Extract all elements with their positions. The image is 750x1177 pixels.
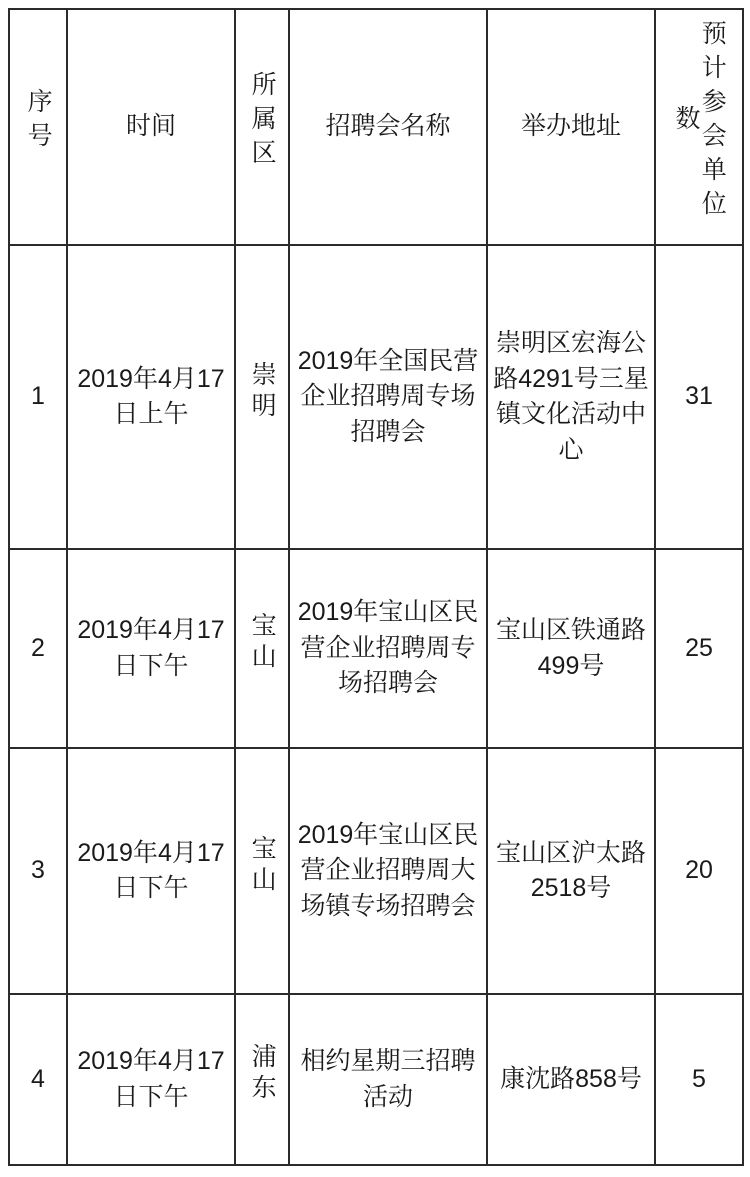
table-row (9, 549, 743, 748)
cell-count: 31 (655, 245, 743, 549)
header-label-time: 时间 (125, 112, 176, 141)
table-row (9, 748, 743, 994)
header-cell-address (487, 9, 655, 245)
cell-time: 2019年4月17日上午 (67, 245, 235, 549)
table-row (9, 245, 743, 549)
cell-address: 崇明区宏海公路4291号三星镇文化活动中心 (487, 245, 655, 549)
header-label-count: 预计参会单位数 (672, 19, 727, 224)
cell-count: 25 (655, 549, 743, 748)
cell-seq: 1 (9, 245, 67, 549)
cell-time: 2019年4月17日下午 (67, 994, 235, 1165)
cell-district (235, 994, 289, 1165)
cell-seq: 4 (9, 994, 67, 1165)
header-label-district: 所属区 (248, 70, 277, 173)
cell-name: 2019年全国民营企业招聘周专场招聘会 (289, 245, 487, 549)
cell-count: 20 (655, 748, 743, 994)
table-row (9, 994, 743, 1165)
table-header (9, 9, 743, 245)
cell-district-label: 崇明 (248, 360, 277, 423)
cell-address: 宝山区铁通路499号 (487, 549, 655, 748)
table-body (9, 245, 743, 1165)
header-cell-count (655, 9, 743, 245)
cell-address: 宝山区沪太路2518号 (487, 748, 655, 994)
cell-time: 2019年4月17日下午 (67, 549, 235, 748)
cell-name: 相约星期三招聘活动 (289, 994, 487, 1165)
header-row (9, 9, 743, 245)
cell-district-label: 宝山 (248, 612, 277, 675)
cell-seq: 2 (9, 549, 67, 748)
cell-district-label: 宝山 (248, 834, 277, 897)
cell-district (235, 748, 289, 994)
cell-name: 2019年宝山区民营企业招聘周大场镇专场招聘会 (289, 748, 487, 994)
header-label-address: 举办地址 (520, 112, 621, 141)
header-cell-seq (9, 9, 67, 245)
cell-address: 康沈路858号 (487, 994, 655, 1165)
cell-district (235, 549, 289, 748)
cell-time: 2019年4月17日下午 (67, 748, 235, 994)
header-cell-time (67, 9, 235, 245)
cell-district (235, 245, 289, 549)
header-cell-district (235, 9, 289, 245)
cell-count: 5 (655, 994, 743, 1165)
header-label-seq: 序号 (24, 87, 53, 156)
header-label-name: 招聘会名称 (325, 112, 451, 141)
recruitment-fair-table (8, 8, 744, 1166)
cell-district-label: 浦东 (248, 1043, 277, 1106)
cell-seq: 3 (9, 748, 67, 994)
header-cell-name (289, 9, 487, 245)
cell-name: 2019年宝山区民营企业招聘周专场招聘会 (289, 549, 487, 748)
